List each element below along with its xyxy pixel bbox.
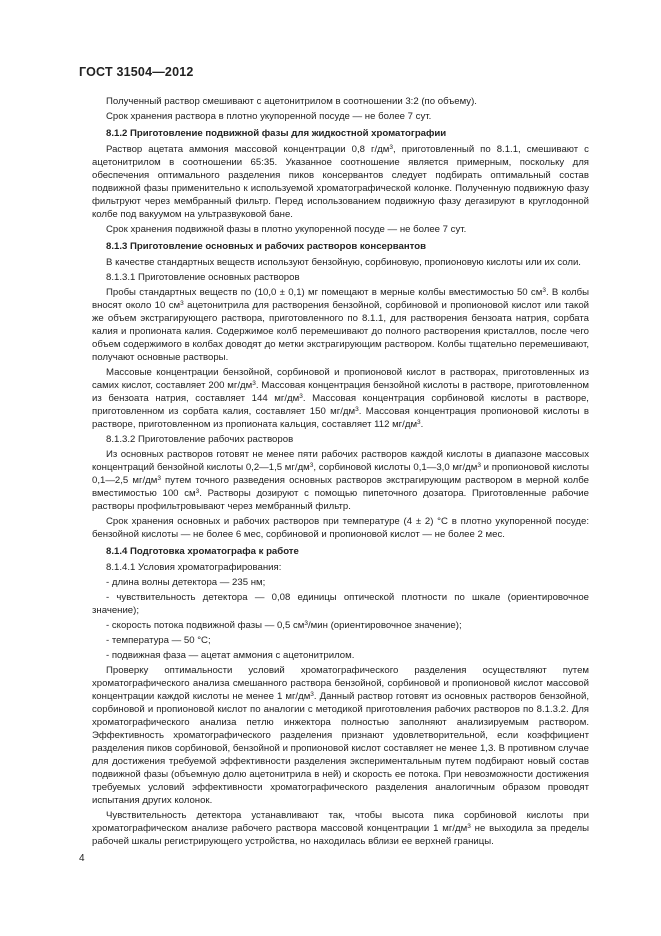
subsection-heading: 8.1.4.1 Условия хроматографирования: (106, 562, 282, 573)
paragraph: Полученный раствор смешивают с ацетонитрилом в соотношении 3:2 (по объему). (106, 96, 477, 107)
paragraph: В качестве стандартных веществ используют бензойную, сорбиновую, пропионовую кислоты или их соли. (106, 257, 581, 268)
paragraph: Из основных растворов готовят не менее пяти рабочих растворов каждой кислоты в диапазоне массовых концентраций бензойной кислоты 0,2—1,5 $мг/дм^3$, сорбиновой кислоты 0,1—3,0 $мг/дм^3$ и пропионовой кислоты 0,1—2,5 $мг/дм^3$ путем точного разведения основных растворов экстрагирующим раствором в мерной колбе вместимостью 100 $см^3$. Растворы дозируют с помощью пипеточного дозатора. Приготовленные рабочие растворы профильтровывают через мембранный фильтр. (92, 449, 590, 512)
list-item: - длина волны детектора — 235 нм; (106, 577, 266, 588)
document-header: ГОСТ 31504—2012 (79, 65, 194, 79)
paragraph: Массовые концентрации бензойной, сорбиновой и пропионовой кислот в растворах, приготовленных из самих кислот, составляет 200 $мг/дм^3$. Массовая концентрация бензойной кислоты в растворе, приготовленном из бензоата натрия, составляет 144 $мг/дм^3$. Массовая концентрация сорбиновой кислоты в растворе, приготовленном из сорбата калия, составляет 150 $мг/дм^3$. Массовая концентрация пропионовой кислоты в растворе, приготовленном из пропионата кальция, составляет 112 $мг/дм^3$. (92, 367, 589, 430)
list-item: - подвижная фаза — ацетат аммония с ацетонитрилом. (106, 650, 355, 661)
subsection-heading: 8.1.3.2 Приготовление рабочих растворов (106, 434, 294, 445)
subsection-heading: 8.1.3.1 Приготовление основных растворов (106, 272, 300, 283)
list-item: - скорость потока подвижной фазы — 0,5 $см^3$/мин (ориентировочное значение); (106, 620, 462, 631)
paragraph: Срок хранения подвижной фазы в плотно укупоренной посуде — не более 7 сут. (106, 224, 467, 235)
list-item: - температура — 50 °С; (106, 635, 211, 646)
paragraph: Проверку оптимальности условий хроматографического разделения осуществляют путем хроматографического анализа смешанного раствора бензойной, сорбиновой и пропионовой кислот массовой концентрации каждой кислоты не менее 1 $мг/дм^3$. Данный раствор готовят из основных растворов бензойной, сорбиновой и пропионовой кислот по аналогии с методикой приготовления рабочих растворов по 8.1.3.2. Для хроматографического анализа петлю инжектора полностью заполняют анализируемым раствором. Эффективность хроматографического разделения признают удовлетворительной, если коэффициент разделения пиков сорбиновой, бензойной и пропионовой кислот составляет не менее 1,3. В противном случае для достижения требуемой эффективности разделения экспериментальным путем подбирают новый состав подвижной фазы (объемную долю ацетонитрила в ней) и скорость ее потока. При невозможности достижения требуемых условий эффективности хроматографического разделения аналогичным образом проводят испытания других колонок. (92, 665, 589, 806)
list-item: - чувствительность детектора — 0,08 единицы оптической плотности по шкале (ориентировочное значение); (92, 592, 589, 616)
paragraph: Срок хранения основных и рабочих растворов при температуре (4 ± 2) °С в плотно укупоренной посуде: бензойной кислоты — не более 6 мес, сорбиновой и пропионовой кислот — не более 2 мес. (92, 516, 589, 540)
paragraph: Пробы стандартных веществ по (10,0 ± 0,1) мг помещают в мерные колбы вместимостью 50 $см^3$. В колбы вносят около 10 $см^3$ ацетонитрила для растворения бензойной, сорбиновой и пропионовой кислот или такой же объем экстрагирующего раствора, приготовленного по 8.1.1, для растворения бензоата натрия, сорбата калия и пропионата калия. Содержимое колб перемешивают до полного растворения кристаллов, после чего объем содержимого в колбах доводят до метки экстрагирующим раствором. Колбы тщательно перемешивают, получают основные растворы. (92, 287, 590, 363)
section-heading: 8.1.2 Приготовление подвижной фазы для жидкостной хроматографии (106, 128, 447, 139)
section-heading: 8.1.3 Приготовление основных и рабочих растворов консервантов (106, 241, 426, 252)
paragraph: Раствор ацетата аммония массовой концентрации 0,8 $г/дм^3$, приготовленный по 8.1.1, смешивают с ацетонитрилом в соотношении 65:35. Указанное соотношение является примерным, поскольку для обеспечения оптимального разделения пиков консервантов следует подбирать оптимальный состав подвижной фазы применительно к используемой хроматографической колонке. Полученную подвижную фазу фильтруют через мембранный фильтр. Перед использованием подвижную фазу дегазируют в круглодонной колбе под вакуумом на ультразвуковой бане. (92, 144, 589, 220)
section-heading: 8.1.4 Подготовка хроматографа к работе (106, 546, 299, 557)
paragraph: Срок хранения раствора в плотно укупоренной посуде — не более 7 сут. (106, 111, 432, 122)
document-body (92, 95, 589, 850)
paragraph: Чувствительность детектора устанавливают так, чтобы высота пика сорбиновой кислоты при хроматографическом анализе рабочего раствора массовой концентрации 1 $мг/дм^3$ не выходила за пределы рабочей шкалы регистрирующего устройства, но находилась вблизи ее верхней границы. (92, 810, 589, 847)
page-number: 4 (79, 853, 85, 864)
